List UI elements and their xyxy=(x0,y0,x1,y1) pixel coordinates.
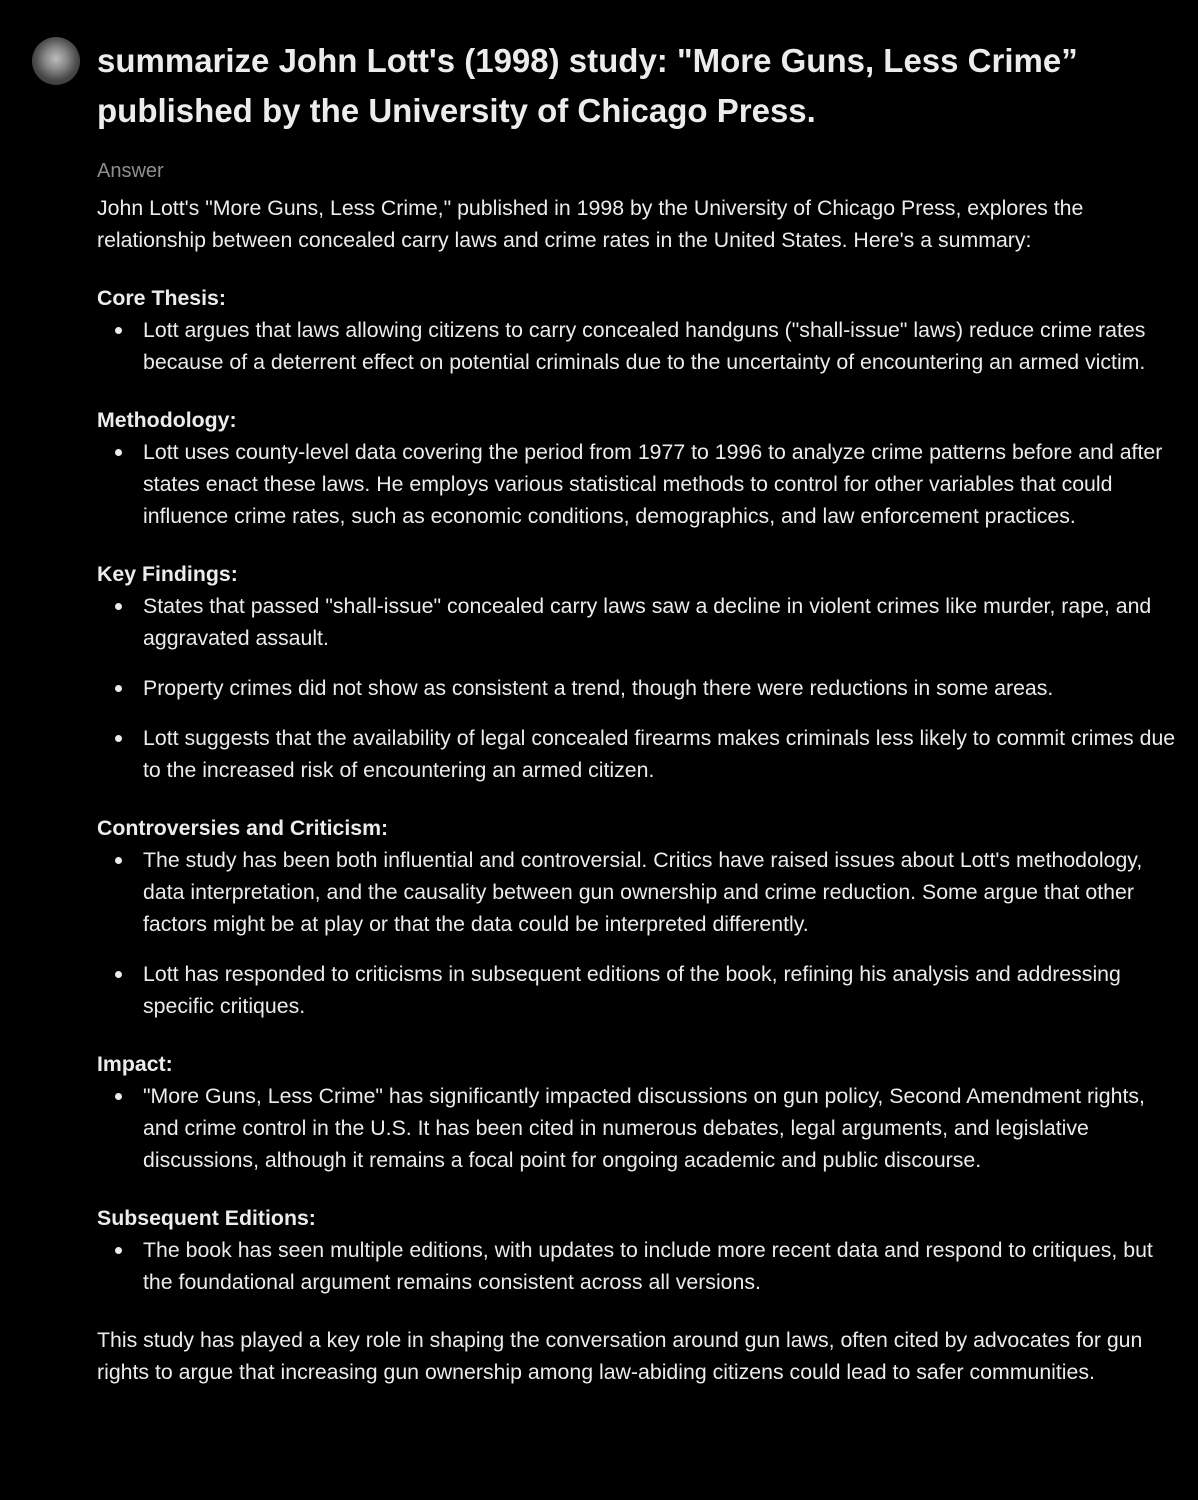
list-item: Lott uses county-level data covering the period from 1977 to 1996 to analyze crime patterns before and after states enact these laws. He employs various statistical methods to control for other variables that could influence crime rates, such as economic conditions, demographics, and law enforcement practices. xyxy=(97,436,1177,532)
section-heading: Core Thesis: xyxy=(97,286,226,310)
section xyxy=(97,1048,1177,1176)
section-heading: Impact: xyxy=(97,1052,173,1076)
list-item: Property crimes did not show as consistent a trend, though there were reductions in some areas. xyxy=(97,672,1177,704)
bullet-list xyxy=(97,1080,1177,1176)
list-item: The book has seen multiple editions, with updates to include more recent data and respond to critiques, but the foundational argument remains consistent across all versions. xyxy=(97,1234,1177,1298)
list-item: States that passed "shall-issue" concealed carry laws saw a decline in violent crimes like murder, rape, and aggravated assault. xyxy=(97,590,1177,654)
section xyxy=(97,812,1177,1022)
closing-paragraph: This study has played a key role in shaping the conversation around gun laws, often cited by advocates for gun rights to argue that increasing gun ownership among law-abiding citizens could lead to safer communities. xyxy=(97,1328,1143,1384)
bullet-list xyxy=(97,590,1177,786)
bullet-list xyxy=(97,314,1177,378)
question-title: summarize John Lott's (1998) study: "More Guns, Less Crime” published by the University of Chicago Press. xyxy=(97,42,1078,129)
list-item: Lott argues that laws allowing citizens to carry concealed handguns ("shall-issue" laws) reduce crime rates because of a deterrent effect on potential criminals due to the uncertainty of encountering an armed victim. xyxy=(97,314,1177,378)
list-item: The study has been both influential and controversial. Critics have raised issues about Lott's methodology, data interpretation, and the causality between gun ownership and crime reduction. Some argue that other factors might be at play or that the data could be interpreted differently. xyxy=(97,844,1177,940)
bullet-list xyxy=(97,844,1177,1022)
section-heading: Key Findings: xyxy=(97,562,238,586)
intro-paragraph: John Lott's "More Guns, Less Crime," published in 1998 by the University of Chicago Press, explores the relationship between concealed carry laws and crime rates in the United States. Here's a summary: xyxy=(97,196,1084,252)
section-heading: Subsequent Editions: xyxy=(97,1206,316,1230)
section xyxy=(97,282,1177,378)
bullet-list xyxy=(97,1234,1177,1298)
list-item: Lott has responded to criticisms in subsequent editions of the book, refining his analysis and addressing specific critiques. xyxy=(97,958,1177,1022)
section xyxy=(97,558,1177,786)
section xyxy=(97,1202,1177,1298)
list-item: Lott suggests that the availability of legal concealed firearms makes criminals less likely to commit crimes due to the increased risk of encountering an armed citizen. xyxy=(97,722,1177,786)
section-heading: Controversies and Criticism: xyxy=(97,816,389,840)
list-item: "More Guns, Less Crime" has significantly impacted discussions on gun policy, Second Amendment rights, and crime control in the U.S. It has been cited in numerous debates, legal arguments, and legislative discussions, although it remains a focal point for ongoing academic and public discourse. xyxy=(97,1080,1177,1176)
answer-content xyxy=(97,156,1177,1388)
answer-label: Answer xyxy=(97,160,164,182)
bullet-list xyxy=(97,436,1177,532)
section-heading: Methodology: xyxy=(97,408,237,432)
section xyxy=(97,404,1177,532)
user-avatar xyxy=(32,37,80,85)
